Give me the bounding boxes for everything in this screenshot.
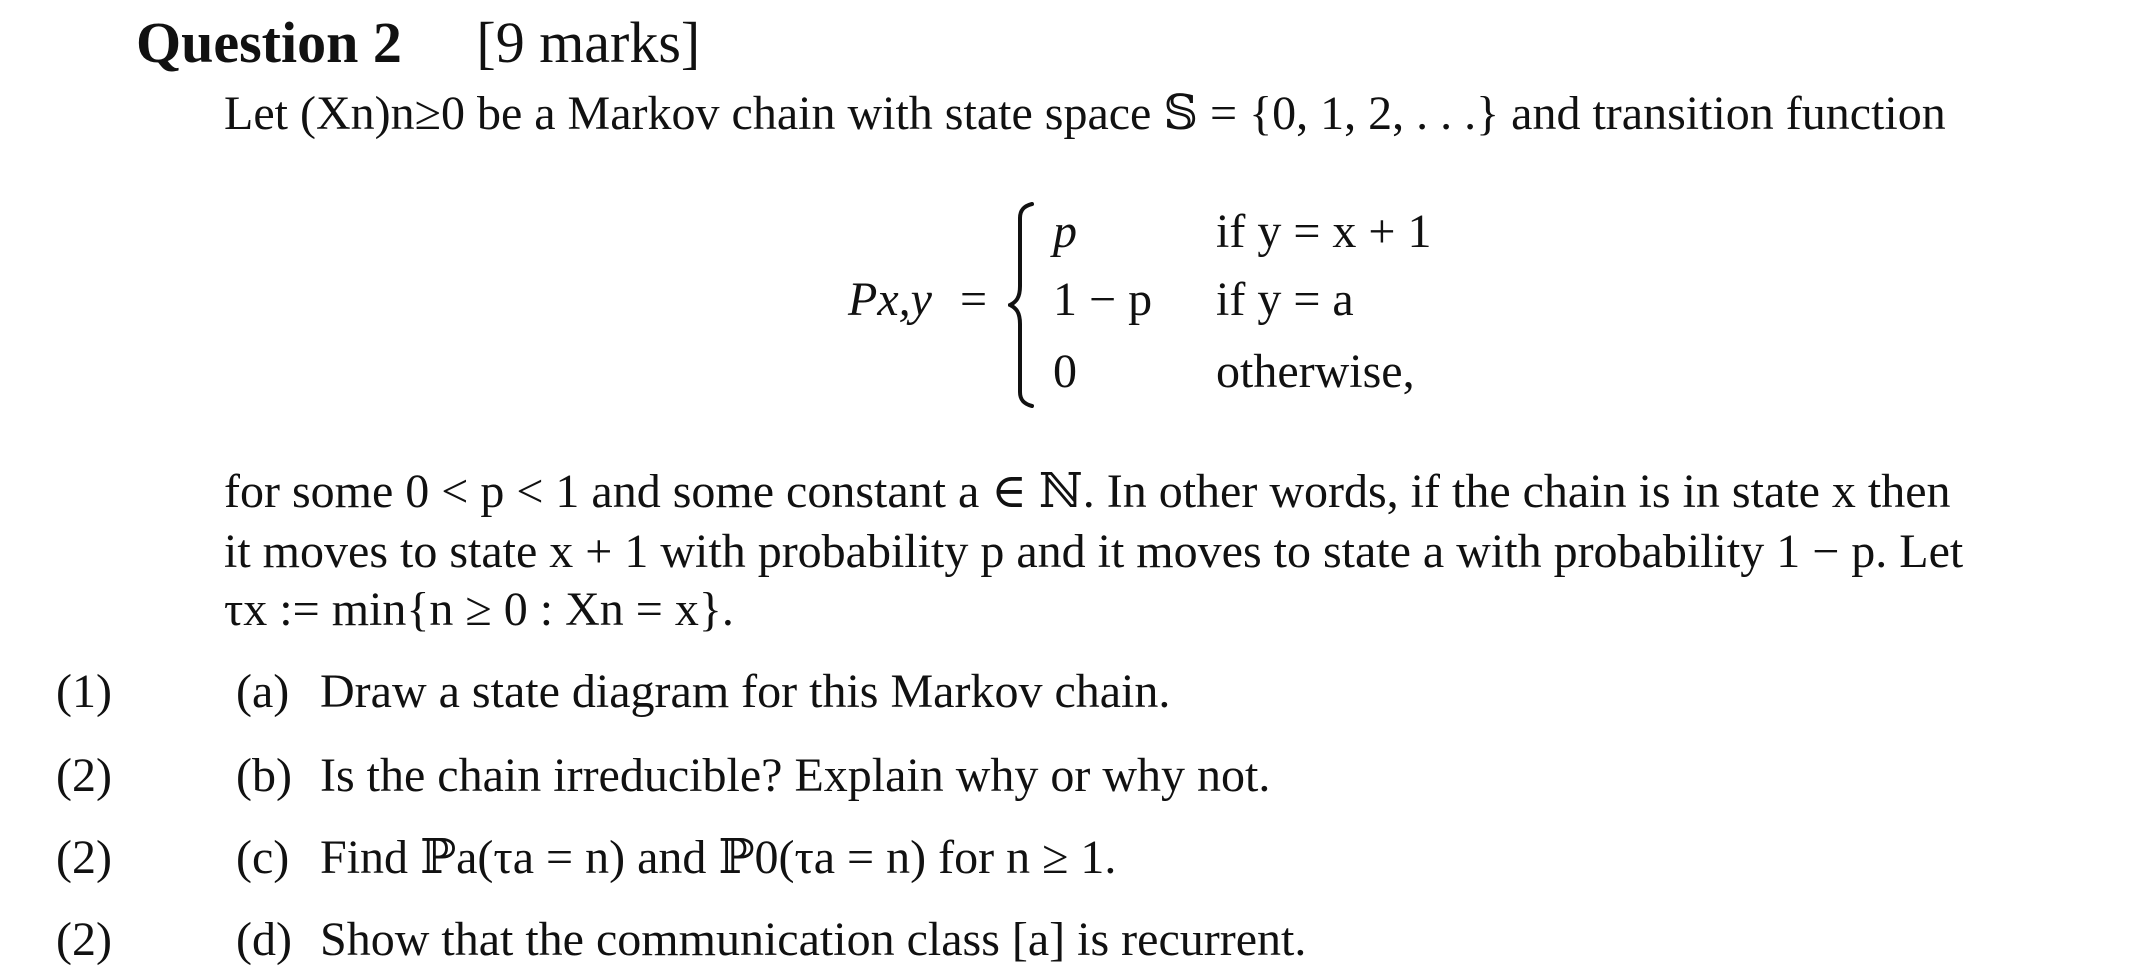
part-a-text: Draw a state diagram for this Markov chain. — [320, 665, 1171, 718]
case-3-condition: otherwise, — [1216, 345, 1415, 398]
case-1-condition: if y = x + 1 — [1216, 205, 1432, 258]
question-heading — [136, 10, 701, 75]
part-c-marks: (2) — [56, 831, 112, 884]
part-a-marks: (1) — [56, 665, 112, 718]
description-line-1 — [224, 465, 1951, 518]
part-c-text: Find ℙa(τa = n) and ℙ0(τa = n) for n ≥ 1. — [320, 831, 1117, 884]
intro-line — [224, 87, 1946, 140]
case-2-value: 1 − p — [1053, 273, 1153, 326]
description-text-1: for some 0 < p < 1 and some constant a ∈ ℕ. In other words, if the chain is in state x then — [224, 465, 1951, 518]
description-text-3: τx := min{n ≥ 0 : Xn = x}. — [224, 583, 734, 636]
description-line-3 — [224, 583, 734, 636]
part-c-label: (c) — [236, 831, 290, 884]
part-d-text: Show that the communication class [a] is recurrent. — [320, 913, 1307, 966]
part-b-marks: (2) — [56, 749, 112, 802]
question-title: Question 2 — [136, 10, 402, 75]
left-brace-icon — [1008, 200, 1036, 410]
question-total-marks: [9 marks] — [476, 10, 701, 75]
part-d-label: (d) — [236, 913, 292, 966]
part-a-label: (a) — [236, 665, 290, 718]
formula-equals: = — [960, 273, 988, 326]
intro-text: Let (Xn)n≥0 be a Markov chain with state space 𝕊 = {0, 1, 2, . . .} and transition function — [224, 87, 1946, 140]
transition-function — [848, 188, 1498, 428]
description-text-2: it moves to state x + 1 with probability p and it moves to state a with probability 1 − p. Let — [224, 525, 1964, 578]
formula-lhs-text: Px,y — [848, 273, 932, 326]
question-part-a — [56, 665, 2096, 730]
description-line-2 — [224, 525, 1964, 578]
question-part-c — [56, 831, 2096, 896]
case-2-condition: if y = a — [1216, 273, 1354, 326]
case-1-value: p — [1053, 205, 1077, 258]
question-part-b — [56, 749, 2096, 814]
part-d-marks: (2) — [56, 913, 112, 966]
case-3-value: 0 — [1053, 345, 1077, 398]
part-b-text: Is the chain irreducible? Explain why or why not. — [320, 749, 1271, 802]
formula-lhs — [848, 273, 932, 326]
part-b-label: (b) — [236, 749, 292, 802]
question-part-d — [56, 913, 2096, 978]
